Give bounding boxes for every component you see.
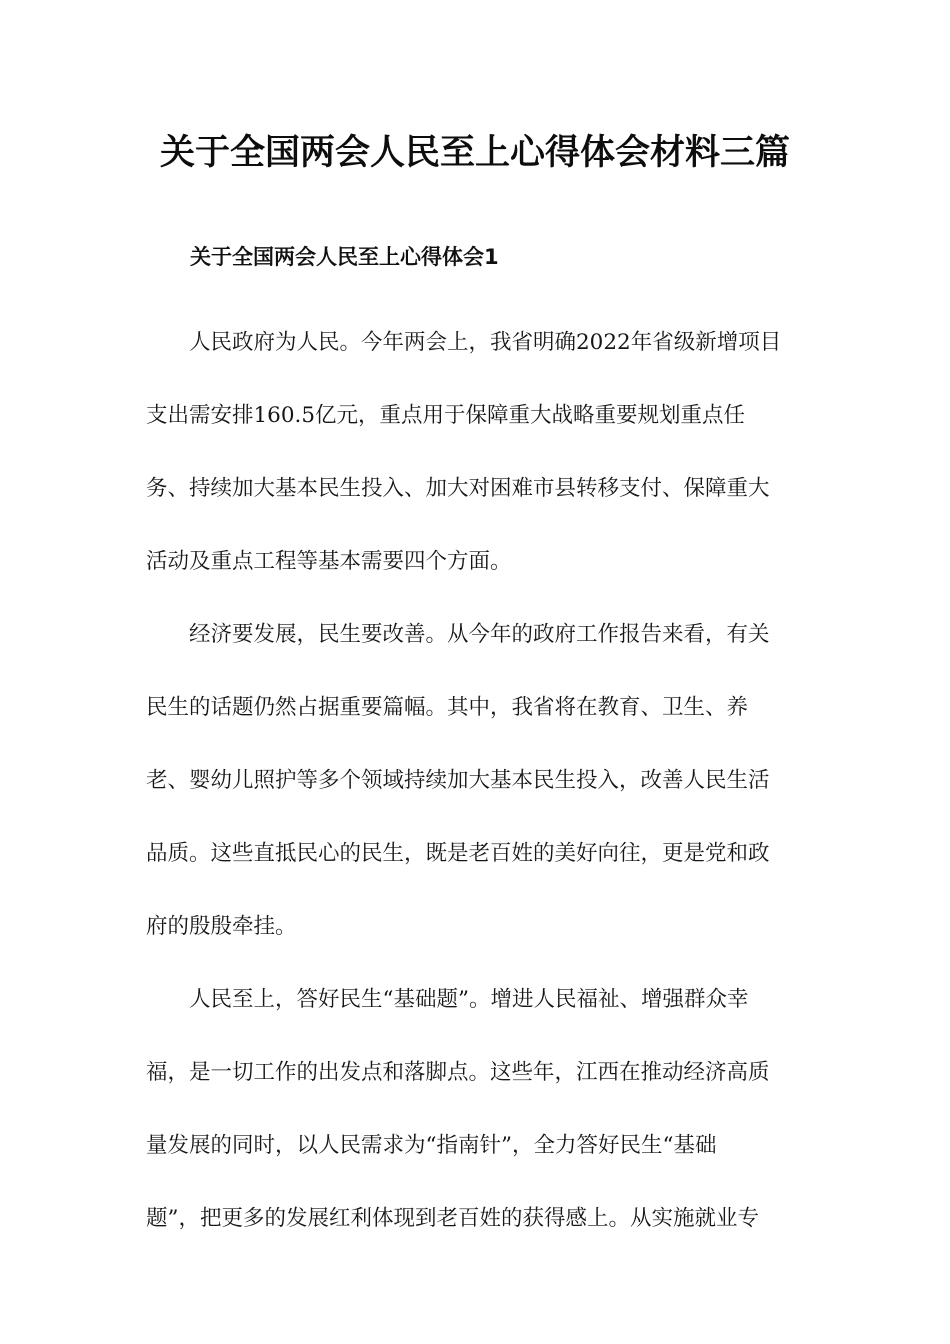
- paragraph-1: [146, 306, 800, 598]
- text-line: 民生的话题仍然占据重要篇幅。其中，我省将在教育、卫生、养: [146, 695, 749, 720]
- text-line: 题”，把更多的发展红利体现到老百姓的获得感上。从实施就业专: [146, 1206, 759, 1231]
- document-title: 关于全国两会人民至上心得体会材料三篇: [159, 133, 790, 173]
- text-line: 量发展的同时，以人民需求为“指南针”，全力答好民生“基础: [146, 1133, 717, 1158]
- text-line: 人民至上，答好民生“基础题”。增进人民福祉、增强群众幸: [189, 987, 749, 1012]
- text-line: 经济要发展，民生要改善。从今年的政府工作报告来看，有关: [189, 622, 770, 647]
- text-line: 府的殷殷牵挂。: [146, 914, 297, 939]
- paragraph-3: [146, 963, 800, 1255]
- text-line: 福，是一切工作的出发点和落脚点。这些年，江西在推动经济高质: [146, 1060, 770, 1085]
- text-line: 支出需安排160.5亿元，重点用于保障重大战略重要规划重点任: [146, 403, 746, 428]
- text-line: 品质。这些直抵民心的民生，既是老百姓的美好向往，更是党和政: [146, 841, 770, 866]
- section-heading: 关于全国两会人民至上心得体会1: [190, 245, 499, 269]
- text-line: 活动及重点工程等基本需要四个方面。: [146, 549, 512, 574]
- document-body: [146, 306, 800, 1255]
- text-line: 务、持续加大基本民生投入、加大对困难市县转移支付、保障重大: [146, 476, 770, 501]
- text-line: 人民政府为人民。今年两会上，我省明确2022年省级新增项目: [189, 330, 782, 355]
- text-line: 老、婴幼儿照护等多个领域持续加大基本民生投入，改善人民生活: [146, 768, 770, 793]
- paragraph-2: [146, 598, 800, 963]
